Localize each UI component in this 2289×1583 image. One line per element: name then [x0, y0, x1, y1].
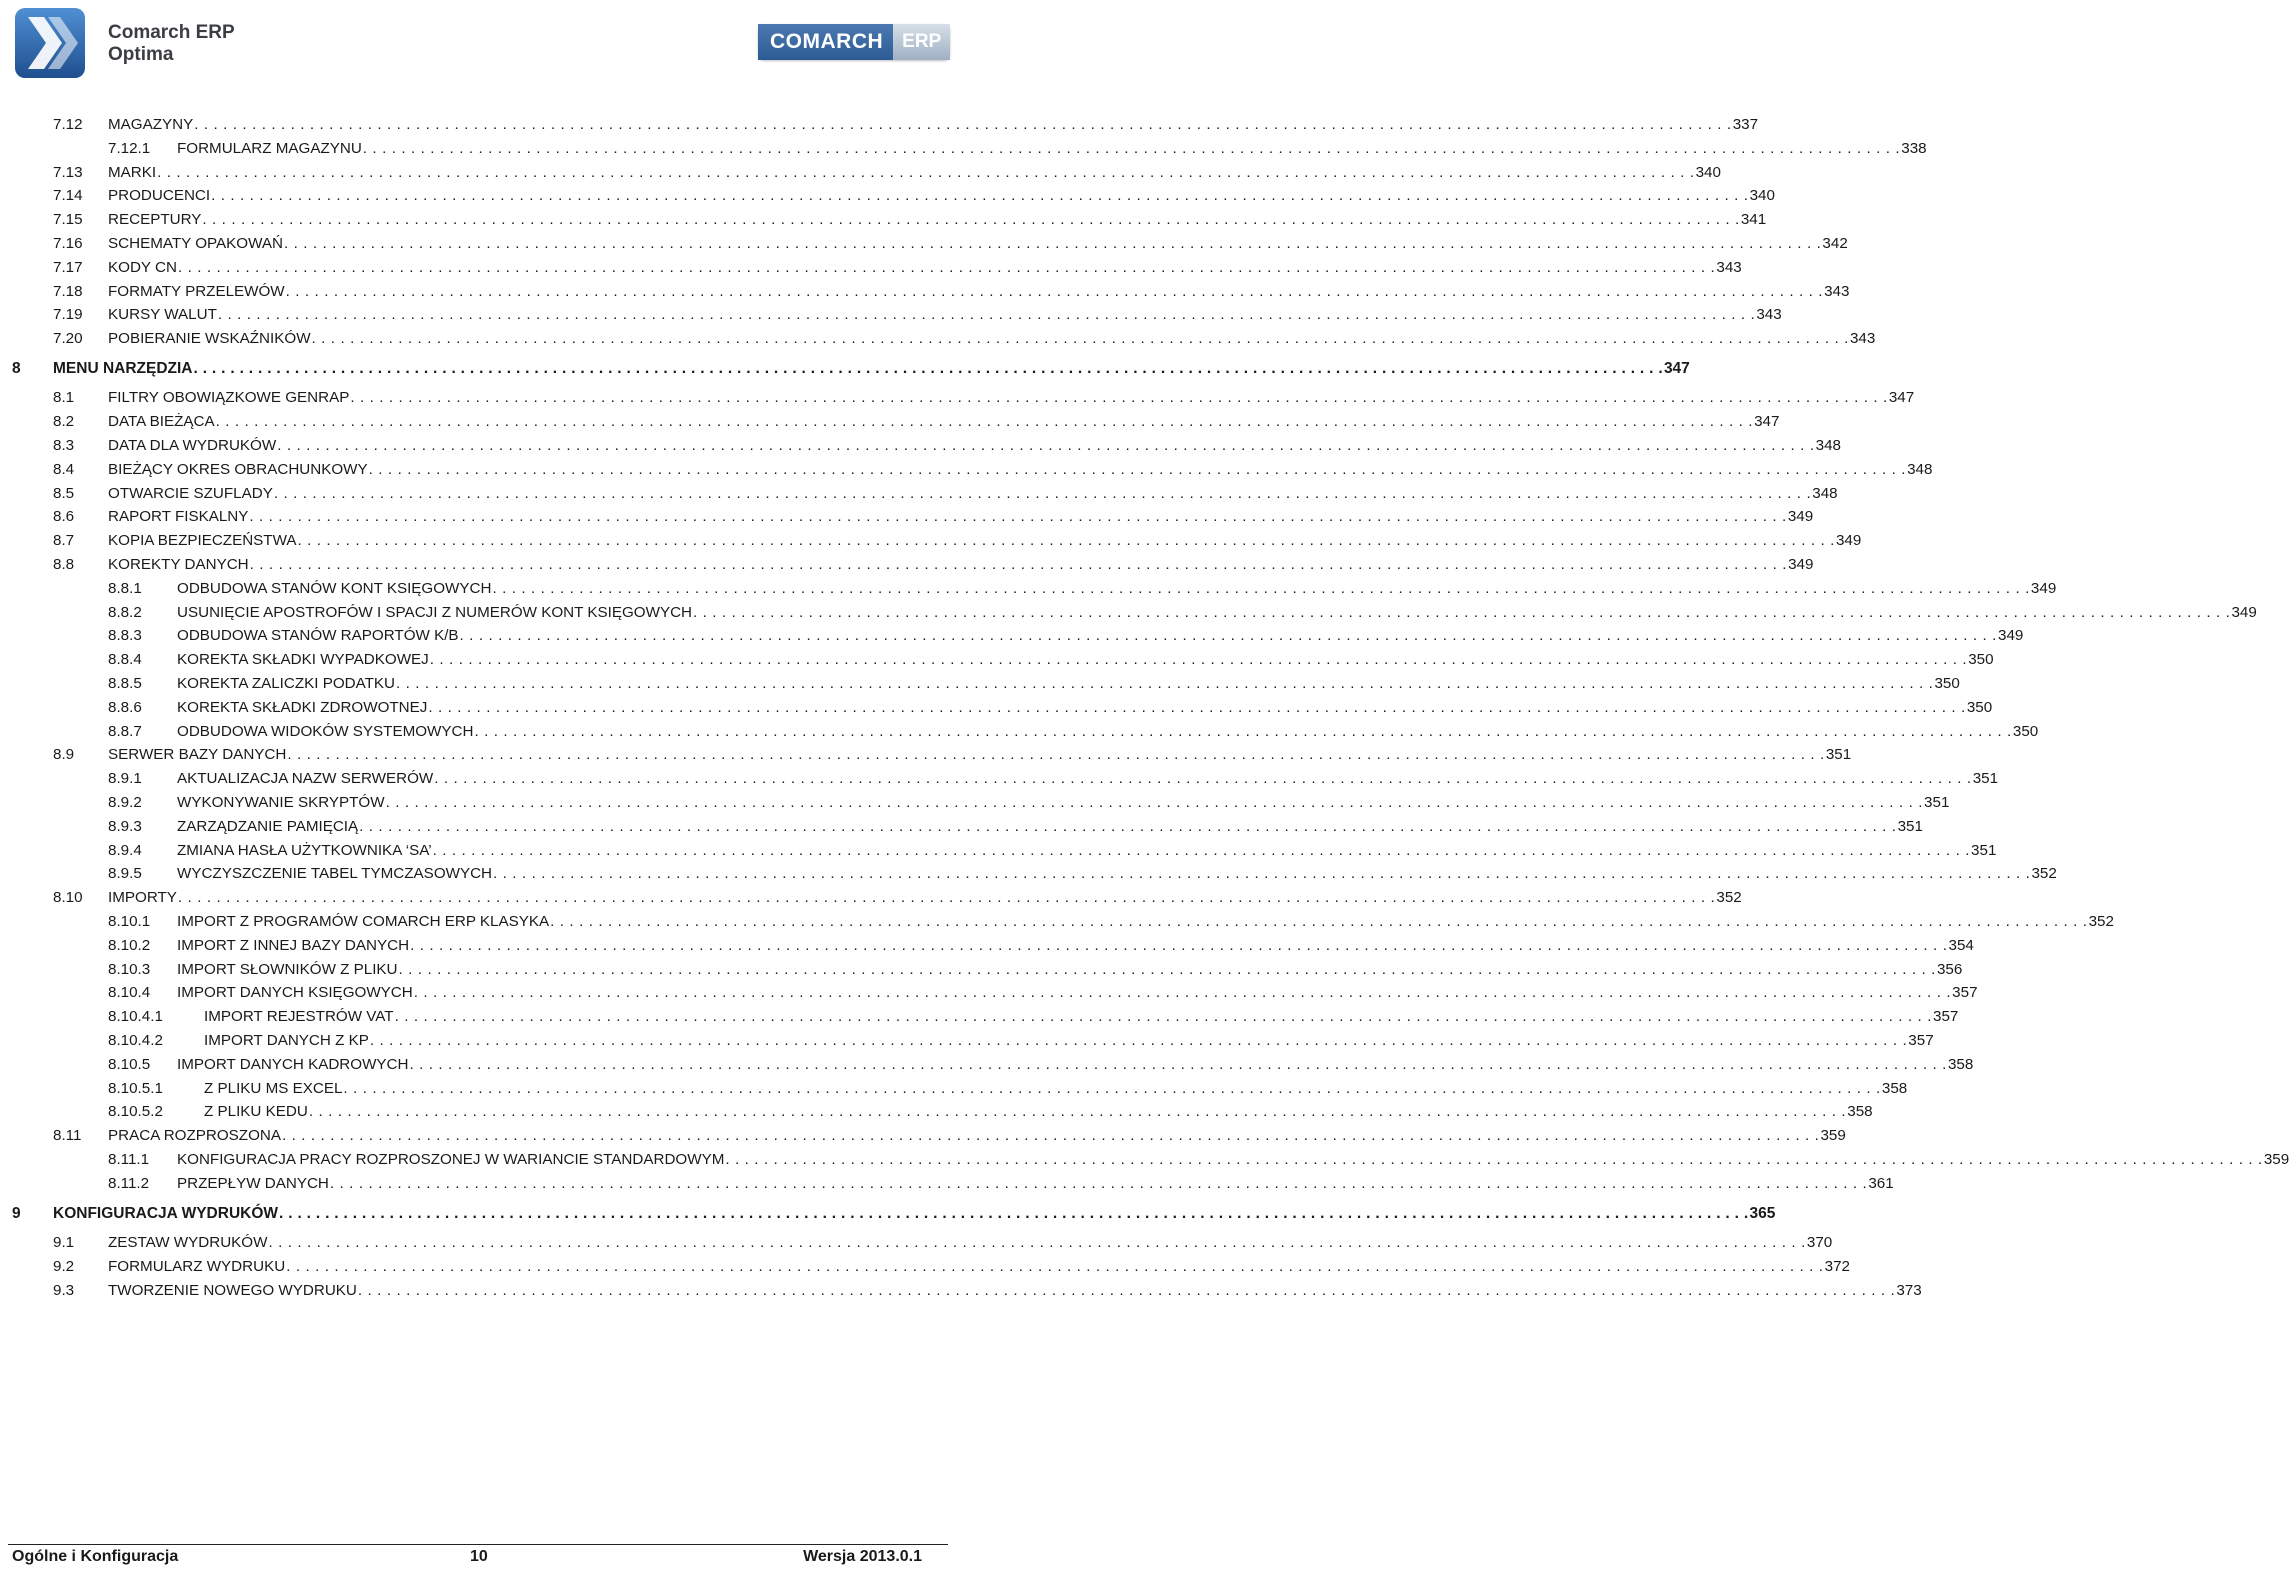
toc-entry-page: 348: [1812, 484, 1838, 502]
toc-dot-leader: . . . . . . . . . . . . . . . . . . . . . . . . . . . . . . . . . . . . . . . . . . . . . . . . . . . . . . . . . . . . . . . . . . . . . . . . . . . . . . . . . . . . . . . . . . . . . . . . . . . . . . . . . . . . . . . . . . . . . . . . . . . . . . . . . . . . . . . . . . . . . . . . . . . . . . . . . . . . . . . .: [350, 389, 1888, 407]
toc-entry-page: 352: [2088, 913, 2114, 930]
toc-entry-title: IMPORTY: [108, 889, 177, 907]
toc-entry-title: ODBUDOWA STANÓW RAPORTÓW K/B: [177, 627, 459, 645]
toc-entry-page: 351: [1972, 770, 1999, 788]
toc-dot-leader: . . . . . . . . . . . . . . . . . . . . . . . . . . . . . . . . . . . . . . . . . . . . . . . . . . . . . . . . . . . . . . . . . . . . . . . . . . . . . . . . . . . . . . . . . . . . . . . . . . . . . . . . . . . . . . . . . . . . . . . . . . . . . . . . . . . . . . . . . . . . . . . . . . . . . . . . . . . . . . . .: [277, 437, 1815, 455]
toc-dot-leader: . . . . . . . . . . . . . . . . . . . . . . . . . . . . . . . . . . . . . . . . . . . . . . . . . . . . . . . . . . . . . . . . . . . . . . . . . . . . . . . . . . . . . . . . . . . . . . . . . . . . . . . . . . . . . . . . . . . . . . . . . . . . . . . . . . . . . . . . . . . . . . . . . . . . . . . . . . . . . . . .: [177, 258, 1716, 276]
toc-entry-number: 9.1: [53, 1234, 75, 1252]
toc-entry-number: 8.10.1: [108, 913, 151, 930]
toc-entry-page: 348: [1907, 460, 1933, 478]
toc-entry[interactable]: [0, 303, 1782, 327]
toc-entry-number: 8.5: [53, 484, 75, 502]
toc-dot-leader: . . . . . . . . . . . . . . . . . . . . . . . . . . . . . . . . . . . . . . . . . . . . . . . . . . . . . . . . . . . . . . . . . . . . . . . . . . . . . . . . . . . . . . . . . . . . . . . . . . . . . . . . . . . . . . . . . . . . . . . . . . . . . . . . . . . . . . . . . . . . . . . . . . . . . . . . . . . . . . . .: [493, 865, 2031, 883]
toc-entry-number: 8.8.4: [108, 651, 142, 669]
toc-entry-page: 358: [1847, 1103, 1873, 1121]
toc-entry-number: 8.9.2: [108, 794, 142, 812]
footer-version: Wersja 2013.0.1: [803, 1548, 922, 1565]
toc-entry[interactable]: [0, 815, 1923, 839]
toc-dot-leader: . . . . . . . . . . . . . . . . . . . . . . . . . . . . . . . . . . . . . . . . . . . . . . . . . . . . . . . . . . . . . . . . . . . . . . . . . . . . . . . . . . . . . . . . . . . . . . . . . . . . . . . . . . . . . . . . . . . . . . . . . . . . . . . . . . . . . . . . . . . . . . . . . . . . . . . . . . . . . . . .: [474, 722, 2012, 740]
toc-entry-title: KONFIGURACJA WYDRUKÓW: [53, 1204, 279, 1222]
toc-entry-title: Z PLIKU MS EXCEL: [204, 1079, 343, 1097]
page-header: [0, 0, 960, 90]
toc-entry-title: FORMULARZ MAGAZYNU: [177, 139, 362, 157]
toc-entry-page: 361: [1868, 1174, 1894, 1192]
toc-entry[interactable]: [0, 161, 1721, 185]
toc-entry-number: 7.15: [53, 211, 83, 229]
toc-entry-page: 372: [1824, 1257, 1850, 1275]
toc-entry[interactable]: [0, 577, 2057, 601]
toc-dot-leader: . . . . . . . . . . . . . . . . . . . . . . . . . . . . . . . . . . . . . . . . . . . . . . . . . . . . . . . . . . . . . . . . . . . . . . . . . . . . . . . . . . . . . . . . . . . . . . . . . . . . . . . . . . . . . . . . . . . . . . . . . . . . . . . . . . . . . . . . . . . . . . . . . . . . . . . . . . . . . . . .: [369, 1031, 1908, 1049]
toc-entry-number: 8.10.4: [108, 984, 151, 1002]
toc-entry-title: SERWER BAZY DANYCH: [108, 746, 287, 764]
toc-entry-page: 357: [1952, 984, 1978, 1002]
toc-dot-leader: . . . . . . . . . . . . . . . . . . . . . . . . . . . . . . . . . . . . . . . . . . . . . . . . . . . . . . . . . . . . . . . . . . . . . . . . . . . . . . . . . . . . . . . . . . . . . . . . . . . . . . . . . . . . . . . . . . . . . . . . . . . . . . . . . . . . . . . . . . . . . . . . . . . . . . . . . . . . . . . .: [297, 532, 1835, 550]
toc-entry-number: 7.12: [53, 116, 83, 133]
toc-dot-leader: . . . . . . . . . . . . . . . . . . . . . . . . . . . . . . . . . . . . . . . . . . . . . . . . . . . . . . . . . . . . . . . . . . . . . . . . . . . . . . . . . . . . . . . . . . . . . . . . . . . . . . . . . . . . . . . . . . . . . . . . . . . . . . . . . . . . . . . . . . . . . . . . . . . . . . . . . . . . . . . .: [492, 579, 2030, 597]
toc-entry-number: 8.6: [53, 508, 75, 526]
toc-entry[interactable]: [0, 280, 1850, 304]
toc-dot-leader: . . . . . . . . . . . . . . . . . . . . . . . . . . . . . . . . . . . . . . . . . . . . . . . . . . . . . . . . . . . . . . . . . . . . . . . . . . . . . . . . . . . . . . . . . . . . . . . . . . . . . . . . . . . . . . . . . . . . . . . . . . . . . . . . . . . . . . . . . . . . . . . . . . . . . . . . . . . . . . . .: [359, 817, 1897, 835]
toc-dot-leader: . . . . . . . . . . . . . . . . . . . . . . . . . . . . . . . . . . . . . . . . . . . . . . . . . . . . . . . . . . . . . . . . . . . . . . . . . . . . . . . . . . . . . . . . . . . . . . . . . . . . . . . . . . . . . . . . . . . . . . . . . . . . . . . . . . . . . . . . . . . . . . . . . . . . . . . . . . . . . . . .: [194, 116, 1732, 133]
toc-entry-number: 8: [12, 359, 21, 377]
toc-entry-number: 8.10.5: [108, 1055, 151, 1073]
toc-entry[interactable]: [0, 672, 1960, 696]
toc-entry-page: 349: [1835, 532, 1862, 550]
toc-entry-title: WYKONYWANIE SKRYPTÓW: [177, 794, 385, 812]
toc-entry-number: 9.3: [53, 1281, 75, 1299]
toc-entry[interactable]: [0, 886, 1742, 910]
toc-entry-title: ZESTAW WYDRUKÓW: [108, 1234, 268, 1252]
toc-entry-number: 8.1: [53, 389, 75, 407]
toc-entry[interactable]: [0, 482, 1838, 506]
toc-dot-leader: . . . . . . . . . . . . . . . . . . . . . . . . . . . . . . . . . . . . . . . . . . . . . . . . . . . . . . . . . . . . . . . . . . . . . . . . . . . . . . . . . . . . . . . . . . . . . . . . . . . . . . . . . . . . . . . . . . . . . . . . . . . . . . . . . . . . . . . . . . . . . . . . . . . . . . . . . . . . . . . .: [285, 282, 1824, 300]
toc-entry[interactable]: [0, 1172, 1894, 1196]
toc-entry-title: IMPORT DANYCH Z KP: [204, 1031, 369, 1049]
toc-entry-number: 8.10.4.1: [108, 1008, 163, 1026]
toc-dot-leader: . . . . . . . . . . . . . . . . . . . . . . . . . . . . . . . . . . . . . . . . . . . . . . . . . . . . . . . . . . . . . . . . . . . . . . . . . . . . . . . . . . . . . . . . . . . . . . . . . . . . . . . . . . . . . . . . . . . . . . . . . . . . . . . . . . . . . . . . . . . . . . . . . . . . . . . . . . . . . . . .: [283, 234, 1822, 252]
toc-entry-number: 8.10.5.1: [108, 1079, 163, 1097]
toc-entry-page: 347: [1754, 413, 1780, 431]
toc-dot-leader: . . . . . . . . . . . . . . . . . . . . . . . . . . . . . . . . . . . . . . . . . . . . . . . . . . . . . . . . . . . . . . . . . . . . . . . . . . . . . . . . . . . . . . . . . . . . . . . . . . . . . . . . . . . . . . . . . . . . . . . . . . . . . . . . . . . . . . . . . . . . . . . . . . . . . . . . . . . . . . . .: [429, 651, 1968, 669]
toc-entry-page: 351: [1924, 794, 1950, 812]
toc-entry-page: 365: [1749, 1204, 1776, 1222]
toc-entry-page: 343: [1849, 330, 1876, 348]
toc-entry[interactable]: [0, 410, 1780, 434]
toc-entry-title: USUNIĘCIE APOSTROFÓW I SPACJI Z NUMERÓW KONT KSIĘGOWYCH: [177, 603, 693, 621]
toc-entry-number: 8.9: [53, 746, 75, 764]
toc-entry-title: PRODUCENCI: [108, 187, 211, 205]
toc-entry[interactable]: [0, 910, 2114, 934]
toc-entry-title: ZARZĄDZANIE PAMIĘCIĄ: [177, 817, 359, 835]
toc-dot-leader: . . . . . . . . . . . . . . . . . . . . . . . . . . . . . . . . . . . . . . . . . . . . . . . . . . . . . . . . . . . . . . . . . . . . . . . . . . . . . . . . . . . . . . . . . . . . . . . . . . . . . . . . . . . . . . . . . . . . . . . . . . . . . . . . . . . . . . . . . . . . . . . . . . . . . . . . . . . . . . . .: [368, 460, 1907, 478]
toc-entry-page: 358: [1881, 1079, 1908, 1097]
toc-entry-page: 343: [1756, 306, 1782, 324]
toc-dot-leader: . . . . . . . . . . . . . . . . . . . . . . . . . . . . . . . . . . . . . . . . . . . . . . . . . . . . . . . . . . . . . . . . . . . . . . . . . . . . . . . . . . . . . . . . . . . . . . . . . . . . . . . . . . . . . . . . . . . . . . . . . . . . . . . . . . . . . . . . . . . . . . . . . . . . . . . . . . . . . . . .: [249, 508, 1787, 526]
toc-entry-title: TWORZENIE NOWEGO WYDRUKU: [108, 1281, 357, 1299]
toc-dot-leader: . . . . . . . . . . . . . . . . . . . . . . . . . . . . . . . . . . . . . . . . . . . . . . . . . . . . . . . . . . . . . . . . . . . . . . . . . . . . . . . . . . . . . . . . . . . . . . . . . . . . . . . . . . . . . . . . . . . . . . . . . . . . . . . . . . . . . . . . . . . . . . . . . . . . . . . . . . . . . . . .: [202, 211, 1740, 229]
toc-entry-page: 350: [1966, 698, 1993, 716]
toc-dot-leader: . . . . . . . . . . . . . . . . . . . . . . . . . . . . . . . . . . . . . . . . . . . . . . . . . . . . . . . . . . . . . . . . . . . . . . . . . . . . . . . . . . . . . . . . . . . . . . . . . . . . . . . . . . . . . . . . . . . . . . . . . . . . . . . . . . . . . . . . . . . . . . . . . . . . . . . . . . . . . . . .: [329, 1174, 1868, 1192]
toc-entry-page: 337: [1732, 116, 1759, 133]
toc-entry-page: 347: [1663, 359, 1690, 377]
toc-entry-page: 357: [1933, 1008, 1959, 1026]
toc-entry[interactable]: [0, 720, 2039, 744]
toc-entry-number: 8.4: [53, 460, 75, 478]
toc-entry-title: IMPORT SŁOWNIKÓW Z PLIKU: [177, 960, 398, 978]
toc-entry-page: 359: [2263, 1150, 2289, 1168]
toc-entry-page: 349: [2030, 579, 2057, 597]
toc-dot-leader: . . . . . . . . . . . . . . . . . . . . . . . . . . . . . . . . . . . . . . . . . . . . . . . . . . . . . . . . . . . . . . . . . . . . . . . . . . . . . . . . . . . . . . . . . . . . . . . . . . . . . . . . . . . . . . . . . . . . . . . . . . . . . . . . . . . . . . . . . . . . . . . . . . . . . . . . . . . . . . . .: [311, 330, 1849, 348]
toc-entry-title: IMPORT Z PROGRAMÓW COMARCH ERP KLASYKA: [177, 913, 550, 930]
toc-entry-number: 9: [12, 1204, 21, 1222]
product-name-line2: Optima: [108, 44, 174, 65]
toc-entry-number: 8.10.5.2: [108, 1103, 163, 1121]
toc-entry-page: 350: [1934, 675, 1960, 693]
toc-entry-title: MAGAZYNY: [108, 116, 194, 133]
comarch-erp-optima-logo-icon: [14, 7, 86, 79]
toc-entry-title: KURSY WALUT: [108, 306, 217, 324]
toc-entry-page: 351: [1825, 746, 1852, 764]
toc-entry[interactable]: [0, 505, 1814, 529]
toc-entry-page: 348: [1815, 437, 1841, 455]
toc-dot-leader: . . . . . . . . . . . . . . . . . . . . . . . . . . . . . . . . . . . . . . . . . . . . . . . . . . . . . . . . . . . . . . . . . . . . . . . . . . . . . . . . . . . . . . . . . . . . . . . . . . . . . . . . . . . . . . . . . . . . . . . . . . . . . . . . . . . . . . . . . . . . . . . . . . . . . . . . . . . . . . . .: [725, 1150, 2263, 1168]
toc-entry[interactable]: [0, 958, 1963, 982]
toc-entry[interactable]: [0, 256, 1742, 280]
toc-entry-title: KOREKTA SKŁADKI WYPADKOWEJ: [177, 651, 429, 669]
toc-entry[interactable]: [0, 743, 1852, 767]
toc-dot-leader: . . . . . . . . . . . . . . . . . . . . . . . . . . . . . . . . . . . . . . . . . . . . . . . . . . . . . . . . . . . . . . . . . . . . . . . . . . . . . . . . . . . . . . . . . . . . . . . . . . . . . . . . . . . . . . . . . . . . . . . . . . . . . . . . . . . . . . . . . . . . . . . . . . . . . . . . . . . . . . . .: [398, 960, 1936, 978]
toc-entry-number: 7.16: [53, 234, 83, 252]
toc-entry-page: 340: [1749, 187, 1775, 205]
toc-dot-leader: . . . . . . . . . . . . . . . . . . . . . . . . . . . . . . . . . . . . . . . . . . . . . . . . . . . . . . . . . . . . . . . . . . . . . . . . . . . . . . . . . . . . . . . . . . . . . . . . . . . . . . . . . . . . . . . . . . . . . . . . . . . . . . . . . . . . . . . . . . . . . . . . . . . . . . . . . . . . . . . .: [211, 187, 1749, 205]
toc-entry-page: 352: [2031, 865, 2057, 883]
toc-entry[interactable]: [0, 1279, 1922, 1303]
toc-dot-leader: . . . . . . . . . . . . . . . . . . . . . . . . . . . . . . . . . . . . . . . . . . . . . . . . . . . . . . . . . . . . . . . . . . . . . . . . . . . . . . . . . . . . . . . . . . . . . . . . . . . . . . . . . . . . . . . . . . . . . . . . . . . . . . . . . . . . . . . . . . . . . . . . . . . . . . . . . . . . . . . .: [410, 936, 1948, 954]
toc-dot-leader: . . . . . . . . . . . . . . . . . . . . . . . . . . . . . . . . . . . . . . . . . . . . . . . . . . . . . . . . . . . . . . . . . . . . . . . . . . . . . . . . . . . . . . . . . . . . . . . . . . . . . . . . . . . . . . . . . . . . . . . . . . . . . . . . . . . . . . . . . . . . . . . . . . . . . . . . . . . . . . . .: [217, 306, 1756, 324]
toc-entry-number: 7.13: [53, 163, 83, 181]
toc-entry-number: 8.9.3: [108, 817, 142, 835]
toc-entry[interactable]: [0, 434, 1841, 458]
toc-entry[interactable]: [0, 137, 1927, 161]
toc-entry-page: 347: [1888, 389, 1915, 407]
toc-dot-leader: . . . . . . . . . . . . . . . . . . . . . . . . . . . . . . . . . . . . . . . . . . . . . . . . . . . . . . . . . . . . . . . . . . . . . . . . . . . . . . . . . . . . . . . . . . . . . . . . . . . . . . . . . . . . . . . . . . . . . . . . . . . . . . . . . . . . . . . . . . . . . . . . . . . . . . . . . . . . . . . .: [396, 675, 1934, 693]
toc-entry[interactable]: [0, 1029, 1934, 1053]
toc-entry-page: 351: [1897, 817, 1923, 835]
toc-entry[interactable]: [0, 624, 2024, 648]
toc-entry[interactable]: [0, 934, 1974, 958]
toc-entry-page: 359: [1820, 1127, 1846, 1145]
toc-entry-title: FORMULARZ WYDRUKU: [108, 1257, 286, 1275]
toc-entry-page: 342: [1822, 234, 1848, 252]
toc-entry[interactable]: [0, 1005, 1959, 1029]
toc-entry-title: SCHEMATY OPAKOWAŃ: [108, 234, 283, 252]
toc-entry-title: IMPORT REJESTRÓW VAT: [204, 1008, 394, 1026]
footer-page-number: 10: [470, 1548, 488, 1565]
toc-dot-leader: . . . . . . . . . . . . . . . . . . . . . . . . . . . . . . . . . . . . . . . . . . . . . . . . . . . . . . . . . . . . . . . . . . . . . . . . . . . . . . . . . . . . . . . . . . . . . . . . . . . . . . . . . . . . . . . . . . . . . . . . . . . . . . . . . . . . . . . . . . . . . . . . . . . . . . . . . . . . . . . .: [268, 1234, 1806, 1252]
toc-entry[interactable]: [0, 458, 1933, 482]
toc-entry-number: 8.8.7: [108, 722, 142, 740]
toc-entry-number: 8.8: [53, 556, 75, 574]
toc-entry-number: 8.11.2: [108, 1174, 150, 1192]
toc-entry[interactable]: [0, 113, 1759, 137]
toc-entry-title: DATA BIEŻĄCA: [108, 413, 215, 431]
toc-entry-title: KOPIA BEZPIECZEŃSTWA: [108, 532, 297, 550]
toc-entry-number: 7.19: [53, 306, 83, 324]
toc-entry-title: OTWARCIE SZUFLADY: [108, 484, 273, 502]
toc-dot-leader: . . . . . . . . . . . . . . . . . . . . . . . . . . . . . . . . . . . . . . . . . . . . . . . . . . . . . . . . . . . . . . . . . . . . . . . . . . . . . . . . . . . . . . . . . . . . . . . . . . . . . . . . . . . . . . . . . . . . . . . . . . . . . . . . . . . . . . . . . . . . . . . . . . . . . . . . . . . . . . . .: [193, 359, 1663, 377]
toc-entry-page: 350: [1968, 651, 1994, 669]
toc-dot-leader: . . . . . . . . . . . . . . . . . . . . . . . . . . . . . . . . . . . . . . . . . . . . . . . . . . . . . . . . . . . . . . . . . . . . . . . . . . . . . . . . . . . . . . . . . . . . . . . . . . . . . . . . . . . . . . . . . . . . . . . . . . . . . . . . . . . . . . . . . . . . . . . . . . . . . . . . . . . . . . . .: [273, 484, 1812, 502]
toc-entry-page: 338: [1901, 139, 1927, 157]
toc-entry-title: Z PLIKU KEDU: [204, 1103, 308, 1121]
toc-dot-leader: . . . . . . . . . . . . . . . . . . . . . . . . . . . . . . . . . . . . . . . . . . . . . . . . . . . . . . . . . . . . . . . . . . . . . . . . . . . . . . . . . . . . . . . . . . . . . . . . . . . . . . . . . . . . . . . . . . . . . . . . . . . . . . . . . . . . . . . . . . . . . . . . . . . . . . . . . . . . . . . .: [215, 413, 1754, 431]
toc-entry-title: BIEŻĄCY OKRES OBRACHUNKOWY: [108, 460, 368, 478]
toc-entry-title: POBIERANIE WSKAŹNIKÓW: [108, 330, 311, 348]
toc-entry-number: 8.10.4.2: [108, 1031, 163, 1049]
toc-entry[interactable]: [0, 529, 1862, 553]
toc-entry-title: KOREKTA SKŁADKI ZDROWOTNEJ: [177, 698, 428, 716]
toc-entry-number: 8.8.2: [108, 603, 142, 621]
toc-dot-leader: . . . . . . . . . . . . . . . . . . . . . . . . . . . . . . . . . . . . . . . . . . . . . . . . . . . . . . . . . . . . . . . . . . . . . . . . . . . . . . . . . . . . . . . . . . . . . . . . . . . . . . . . . . . . . . . . . . . . . . . . . . . . . . . . . . . . . . . . . . . . . . . . . . . . . . . . . . . . . . . .: [428, 698, 1966, 716]
toc-entry[interactable]: [0, 601, 2257, 625]
toc-entry-page: 351: [1971, 841, 1997, 859]
toc-entry-title: KOREKTY DANYCH: [108, 556, 249, 574]
page-footer: [0, 1546, 960, 1570]
toc-entry-number: 8.10.3: [108, 960, 151, 978]
toc-entry[interactable]: [0, 1148, 2289, 1172]
toc-entry-page: 349: [1787, 508, 1814, 526]
toc-entry-number: 8.2: [53, 413, 75, 431]
toc-entry-page: 358: [1947, 1055, 1974, 1073]
toc-entry-page: 373: [1896, 1281, 1922, 1299]
toc-entry-title: RECEPTURY: [108, 211, 202, 229]
toc-dot-leader: . . . . . . . . . . . . . . . . . . . . . . . . . . . . . . . . . . . . . . . . . . . . . . . . . . . . . . . . . . . . . . . . . . . . . . . . . . . . . . . . . . . . . . . . . . . . . . . . . . . . . . . . . . . . . . . . . . . . . . . . . . . . . . . . . . . . . . . . . . . . . . . . . . . . . . . . . . . . . . . .: [286, 1257, 1824, 1275]
toc-entry-title: IMPORT DANYCH KSIĘGOWYCH: [177, 984, 413, 1002]
toc-entry-page: 350: [2012, 722, 2039, 740]
toc-entry-page: 356: [1936, 960, 1963, 978]
toc-dot-leader: . . . . . . . . . . . . . . . . . . . . . . . . . . . . . . . . . . . . . . . . . . . . . . . . . . . . . . . . . . . . . . . . . . . . . . . . . . . . . . . . . . . . . . . . . . . . . . . . . . . . . . . . . . . . . . . . . . . . . . . . . . . . . . . . . . . . . . . . . . . . . . . . . . . . . . . . . . . . . . . .: [287, 746, 1825, 764]
toc-entry-number: 8.8.5: [108, 675, 142, 693]
toc-entry-page: 352: [1716, 889, 1742, 907]
toc-entry[interactable]: [0, 553, 1814, 577]
toc-entry-number: 8.8.6: [108, 698, 142, 716]
product-name: [108, 22, 235, 66]
toc-entry-number: 8.9.4: [108, 841, 142, 859]
toc-entry[interactable]: [0, 1100, 1873, 1124]
toc-entry-title: FORMATY PRZELEWÓW: [108, 282, 285, 300]
toc-entry[interactable]: [0, 184, 1775, 208]
toc-entry[interactable]: [0, 839, 1997, 863]
toc-entry-title: PRACA ROZPROSZONA: [108, 1127, 281, 1145]
brand-suffix: ERP: [893, 24, 950, 60]
toc-entry-page: 340: [1695, 163, 1721, 181]
toc-dot-leader: . . . . . . . . . . . . . . . . . . . . . . . . . . . . . . . . . . . . . . . . . . . . . . . . . . . . . . . . . . . . . . . . . . . . . . . . . . . . . . . . . . . . . . . . . . . . . . . . . . . . . . . . . . . . . . . . . . . . . . . . . . . . . . . . . . . . . . . . . . . . . . . . . . . . . . . . . . . . . . . .: [385, 794, 1924, 812]
toc-entry[interactable]: [0, 981, 1978, 1005]
product-name-line1: Comarch ERP: [108, 22, 235, 43]
toc-entry-title: KOREKTA ZALICZKI PODATKU: [177, 675, 396, 693]
toc-entry-page: 370: [1806, 1234, 1833, 1252]
toc-entry-title: FILTRY OBOWIĄZKOWE GENRAP: [108, 389, 350, 407]
toc-entry-title: KODY CN: [108, 258, 177, 276]
toc-dot-leader: . . . . . . . . . . . . . . . . . . . . . . . . . . . . . . . . . . . . . . . . . . . . . . . . . . . . . . . . . . . . . . . . . . . . . . . . . . . . . . . . . . . . . . . . . . . . . . . . . . . . . . . . . . . . . . . . . . . . . . . . . . . . . . . . . . . . . . . . . . . . . . . . . . . . . . . . . . . . . . . .: [693, 603, 2231, 621]
toc-entry[interactable]: [0, 232, 1848, 256]
toc-entry-page: 357: [1908, 1031, 1934, 1049]
toc-dot-leader: . . . . . . . . . . . . . . . . . . . . . . . . . . . . . . . . . . . . . . . . . . . . . . . . . . . . . . . . . . . . . . . . . . . . . . . . . . . . . . . . . . . . . . . . . . . . . . . . . . . . . . . . . . . . . . . . . . . . . . . . . . . . . . . . . . . . . . . . . . . . . . . . . . . . . . . . . . . . . . . .: [249, 556, 1788, 574]
toc-entry-title: IMPORT DANYCH KADROWYCH: [177, 1055, 409, 1073]
toc-dot-leader: . . . . . . . . . . . . . . . . . . . . . . . . . . . . . . . . . . . . . . . . . . . . . . . . . . . . . . . . . . . . . . . . . . . . . . . . . . . . . . . . . . . . . . . . . . . . . . . . . . . . . . . . . . . . . . . . . . . . . . . . . . . . . . . . . . . . . . . . . . . . . . . . . . . . . . . . . . . . . . . .: [343, 1079, 1881, 1097]
table-of-contents: [0, 113, 2289, 1302]
toc-entry[interactable]: [0, 386, 1915, 410]
toc-dot-leader: . . . . . . . . . . . . . . . . . . . . . . . . . . . . . . . . . . . . . . . . . . . . . . . . . . . . . . . . . . . . . . . . . . . . . . . . . . . . . . . . . . . . . . . . . . . . . . . . . . . . . . . . . . . . . . . . . . . . . . . . . . . . . . . . . . . . . . . . . . . . . . . . . . . . . . . . . . . . . . . .: [432, 841, 1971, 859]
toc-dot-leader: . . . . . . . . . . . . . . . . . . . . . . . . . . . . . . . . . . . . . . . . . . . . . . . . . . . . . . . . . . . . . . . . . . . . . . . . . . . . . . . . . . . . . . . . . . . . . . . . . . . . . . . . . . . . . . . . . . . . . . . . . . . . . . . . . . . . . . . . . . . . . . . . . . . . . . . . . . . . . . . .: [177, 889, 1716, 907]
toc-entry-page: 343: [1716, 258, 1742, 276]
toc-entry-title: IMPORT Z INNEJ BAZY DANYCH: [177, 936, 410, 954]
toc-entry-page: 341: [1740, 211, 1767, 229]
toc-entry[interactable]: [0, 1124, 1846, 1148]
toc-entry-number: 7.14: [53, 187, 83, 205]
toc-dot-leader: . . . . . . . . . . . . . . . . . . . . . . . . . . . . . . . . . . . . . . . . . . . . . . . . . . . . . . . . . . . . . . . . . . . . . . . . . . . . . . . . . . . . . . . . . . . . . . . . . . . . . . . . . . . . . . . . . . . . . . . . . . . . . . . . . . . . . . . . . . . . . . . . . . . . . . . . . . . . . . . .: [413, 984, 1952, 1002]
toc-entry-title: MARKI: [108, 163, 157, 181]
footer-divider: [8, 1544, 948, 1545]
toc-entry[interactable]: [0, 1255, 1850, 1279]
toc-dot-leader: . . . . . . . . . . . . . . . . . . . . . . . . . . . . . . . . . . . . . . . . . . . . . . . . . . . . . . . . . . . . . . . . . . . . . . . . . . . . . . . . . . . . . . . . . . . . . . . . . . . . . . . . . . . . . . . . . . . . . . . . . . . . . . . . . . . . . . . . . . . . . . . . . . . . . . . . . . . . . . . .: [434, 770, 1972, 788]
toc-entry-title: ODBUDOWA STANÓW KONT KSIĘGOWYCH: [177, 579, 492, 597]
toc-entry-title: WYCZYSZCZENIE TABEL TYMCZASOWYCH: [177, 865, 493, 883]
toc-entry[interactable]: [0, 208, 1767, 232]
toc-entry[interactable]: [0, 1053, 1974, 1077]
toc-entry-title: RAPORT FISKALNY: [108, 508, 249, 526]
toc-entry[interactable]: [0, 648, 1994, 672]
toc-entry-number: 8.8.1: [108, 579, 142, 597]
footer-section-title: Ogólne i Konfiguracja: [12, 1548, 179, 1565]
toc-dot-leader: . . . . . . . . . . . . . . . . . . . . . . . . . . . . . . . . . . . . . . . . . . . . . . . . . . . . . . . . . . . . . . . . . . . . . . . . . . . . . . . . . . . . . . . . . . . . . . . . . . . . . . . . . . . . . . . . . . . . . . . . . . . . . . . . . . . . . . . . . . . . . . . . . . . . . . . . . . . . . . . .: [409, 1055, 1947, 1073]
toc-dot-leader: . . . . . . . . . . . . . . . . . . . . . . . . . . . . . . . . . . . . . . . . . . . . . . . . . . . . . . . . . . . . . . . . . . . . . . . . . . . . . . . . . . . . . . . . . . . . . . . . . . . . . . . . . . . . . . . . . . . . . . . . . . . . . . . . . . . . . . . . . . . . . . . . . . . . . . . . . . . . . . . .: [357, 1281, 1896, 1299]
toc-entry-number: 8.9.5: [108, 865, 142, 883]
toc-entry-page: 349: [1998, 627, 2024, 645]
toc-entry-number: 8.7: [53, 532, 75, 550]
toc-entry[interactable]: [0, 351, 1690, 387]
toc-entry-number: 8.3: [53, 437, 75, 455]
toc-entry-number: 7.17: [53, 258, 83, 276]
toc-entry-number: 8.8.3: [108, 627, 142, 645]
toc-entry[interactable]: [0, 767, 1999, 791]
toc-entry[interactable]: [0, 1077, 1908, 1101]
toc-entry-number: 9.2: [53, 1257, 75, 1275]
toc-entry-title: KONFIGURACJA PRACY ROZPROSZONEJ W WARIANCIE STANDARDOWYM: [177, 1150, 725, 1168]
toc-entry-number: 7.12.1: [108, 139, 151, 157]
toc-entry-number: 8.9.1: [108, 770, 142, 788]
toc-entry-number: 8.10: [53, 889, 83, 907]
toc-entry-title: DATA DLA WYDRUKÓW: [108, 437, 277, 455]
toc-entry-page: 349: [1788, 556, 1814, 574]
toc-entry-page: 354: [1948, 936, 1974, 954]
toc-dot-leader: . . . . . . . . . . . . . . . . . . . . . . . . . . . . . . . . . . . . . . . . . . . . . . . . . . . . . . . . . . . . . . . . . . . . . . . . . . . . . . . . . . . . . . . . . . . . . . . . . . . . . . . . . . . . . . . . . . . . . . . . . . . . . . . . . . . . . . . . . . . . . . . . . . . . . . . . . . . . . . . .: [362, 139, 1901, 157]
toc-dot-leader: . . . . . . . . . . . . . . . . . . . . . . . . . . . . . . . . . . . . . . . . . . . . . . . . . . . . . . . . . . . . . . . . . . . . . . . . . . . . . . . . . . . . . . . . . . . . . . . . . . . . . . . . . . . . . . . . . . . . . . . . . . . . . . . . . . . . . . . . . . . . . . . . . . . . . . . . . . . . . . . .: [157, 163, 1695, 181]
toc-entry[interactable]: [0, 696, 1993, 720]
toc-entry-number: 8.10.2: [108, 936, 151, 954]
toc-dot-leader: . . . . . . . . . . . . . . . . . . . . . . . . . . . . . . . . . . . . . . . . . . . . . . . . . . . . . . . . . . . . . . . . . . . . . . . . . . . . . . . . . . . . . . . . . . . . . . . . . . . . . . . . . . . . . . . . . . . . . . . . . . . . . . . . . . . . . . . . . . . . . . . . . . . . . . . . . . . . . . . .: [282, 1127, 1820, 1145]
toc-entry[interactable]: [0, 1231, 1833, 1255]
toc-entry-page: 349: [2231, 603, 2257, 621]
toc-entry-page: 343: [1824, 282, 1850, 300]
toc-entry-number: 7.18: [53, 282, 83, 300]
comarch-brand-logo: [758, 24, 950, 60]
toc-entry-title: AKTUALIZACJA NAZW SERWERÓW: [177, 770, 434, 788]
toc-dot-leader: . . . . . . . . . . . . . . . . . . . . . . . . . . . . . . . . . . . . . . . . . . . . . . . . . . . . . . . . . . . . . . . . . . . . . . . . . . . . . . . . . . . . . . . . . . . . . . . . . . . . . . . . . . . . . . . . . . . . . . . . . . . . . . . . . . . . . . . . . . . . . . . . . . . . . . . . . . . . . . . .: [394, 1008, 1933, 1026]
toc-entry-title: MENU NARZĘDZIA: [53, 359, 193, 377]
toc-entry[interactable]: [0, 862, 2057, 886]
toc-entry-number: 8.11.1: [108, 1150, 150, 1168]
toc-dot-leader: . . . . . . . . . . . . . . . . . . . . . . . . . . . . . . . . . . . . . . . . . . . . . . . . . . . . . . . . . . . . . . . . . . . . . . . . . . . . . . . . . . . . . . . . . . . . . . . . . . . . . . . . . . . . . . . . . . . . . . . . . . . . . . . . . . . . . . . . . . . . . . . . . . . . . . . . . . . . . . . .: [550, 913, 2088, 930]
toc-entry-number: 8.11: [53, 1127, 82, 1145]
toc-entry[interactable]: [0, 327, 1876, 351]
toc-entry-title: ODBUDOWA WIDOKÓW SYSTEMOWYCH: [177, 722, 474, 740]
toc-entry[interactable]: [0, 1196, 1776, 1232]
toc-entry-number: 7.20: [53, 330, 83, 348]
toc-entry-title: PRZEPŁYW DANYCH: [177, 1174, 329, 1192]
toc-dot-leader: . . . . . . . . . . . . . . . . . . . . . . . . . . . . . . . . . . . . . . . . . . . . . . . . . . . . . . . . . . . . . . . . . . . . . . . . . . . . . . . . . . . . . . . . . . . . . . . . . . . . . . . . . . . . . . . . . . . . . . . . . . . . . . . . . . . . . . . . . . . . . . . . . . . . . . . . . . . . . . . .: [279, 1204, 1749, 1222]
brand-name: COMARCH: [758, 24, 893, 60]
toc-entry[interactable]: [0, 791, 1950, 815]
toc-entry-title: ZMIANA HASŁA UŻYTKOWNIKA ‘SA’: [177, 841, 432, 859]
toc-dot-leader: . . . . . . . . . . . . . . . . . . . . . . . . . . . . . . . . . . . . . . . . . . . . . . . . . . . . . . . . . . . . . . . . . . . . . . . . . . . . . . . . . . . . . . . . . . . . . . . . . . . . . . . . . . . . . . . . . . . . . . . . . . . . . . . . . . . . . . . . . . . . . . . . . . . . . . . . . . . . . . . .: [459, 627, 1997, 645]
toc-dot-leader: . . . . . . . . . . . . . . . . . . . . . . . . . . . . . . . . . . . . . . . . . . . . . . . . . . . . . . . . . . . . . . . . . . . . . . . . . . . . . . . . . . . . . . . . . . . . . . . . . . . . . . . . . . . . . . . . . . . . . . . . . . . . . . . . . . . . . . . . . . . . . . . . . . . . . . . . . . . . . . . .: [308, 1103, 1847, 1121]
